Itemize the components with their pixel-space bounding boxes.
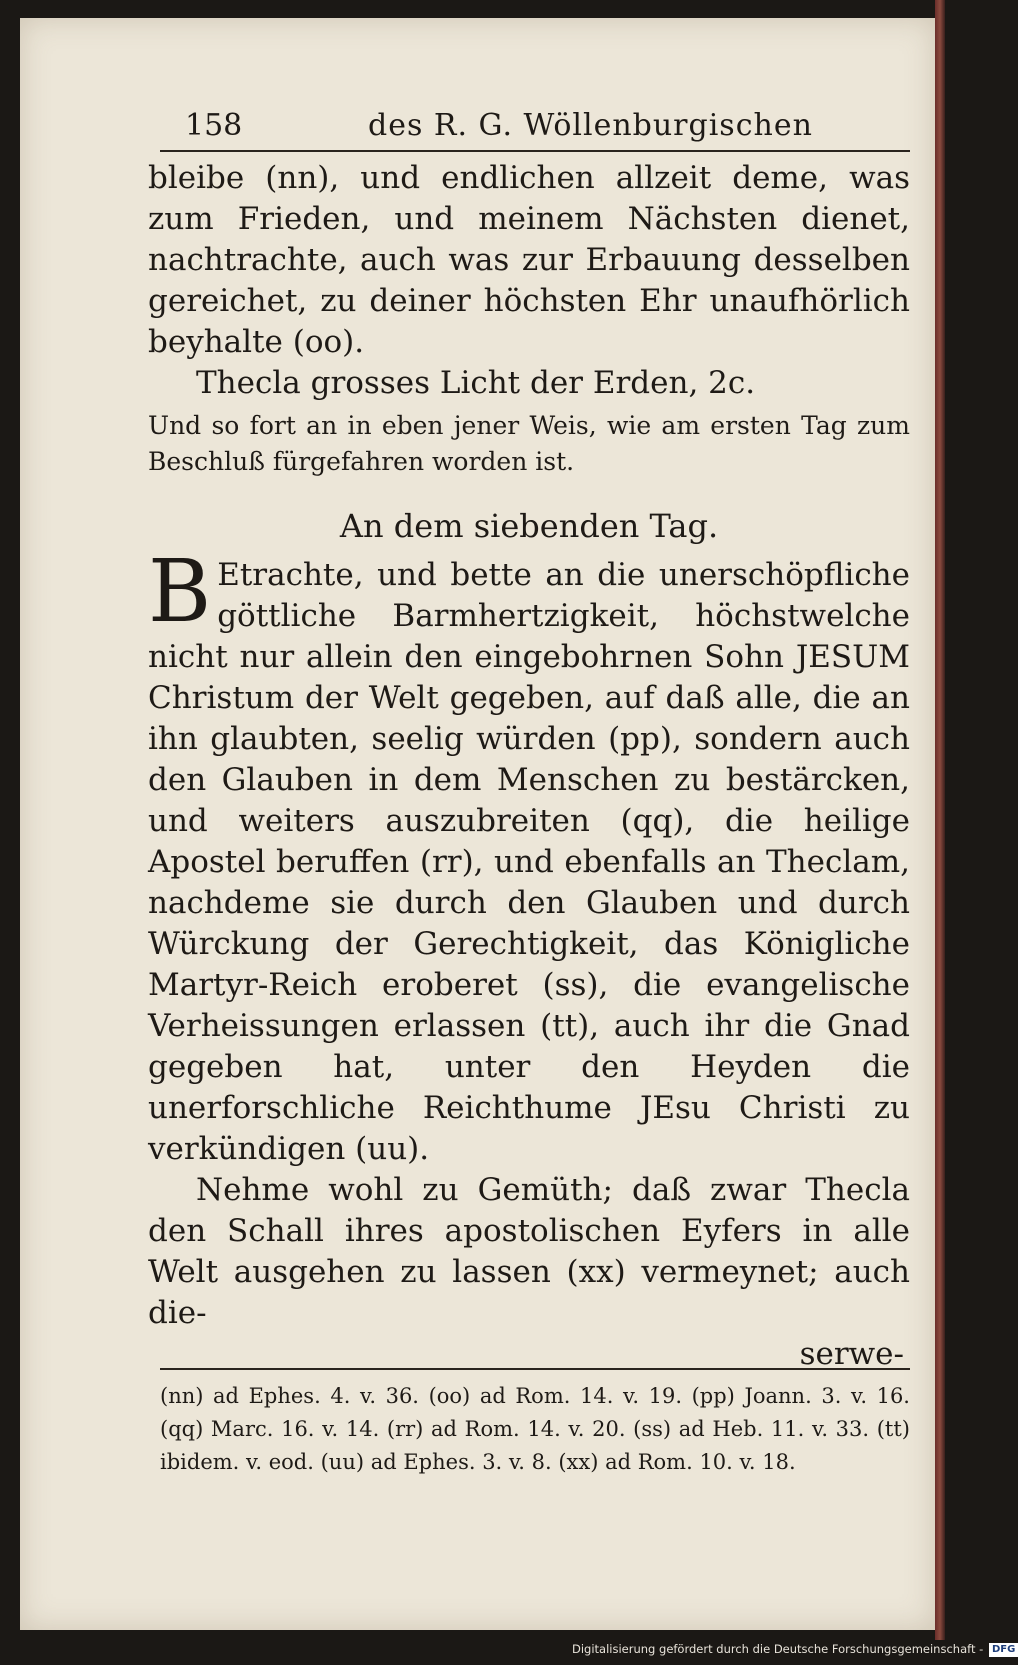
footnotes: (nn) ad Ephes. 4. v. 36. (oo) ad Rom. 14. v. 19. (pp) Joann. 3. v. 16. (qq) Marc. 16. v. 14. (rr) ad Rom. 14. v. 20. (ss) ad Heb. 11. v. 33. (tt) ibidem. v. eod. (uu) ad Ephes. 3. v. 8. (xx) ad Rom. 10. v. 18. <box>160 1384 910 1474</box>
book-page <box>20 18 935 1630</box>
footnote-rule <box>160 1368 910 1370</box>
dfg-logo: DFG <box>989 1643 1018 1657</box>
page-body <box>148 158 910 1375</box>
paragraph-5: Nehme wohl zu Gemüth; daß zwar Thecla den Schall ihres apostolischen Eyfers in alle Welt ausgehen zu lassen (xx) vermeynet; auch die- <box>148 1172 910 1331</box>
header-rule <box>160 150 910 152</box>
section-title: An dem siebenden Tag. <box>339 507 719 545</box>
paragraph-2: Thecla grosses Licht der Erden, 2c. <box>196 365 756 401</box>
paragraph-4-text: Etrachte, und bette an die unerschöpfliche göttliche Barmhertzigkeit, höchstwelche nicht nur allein den eingebohrnen Sohn JESUM Christum der Welt gegeben, auf daß alle, die an ihn glaubten, seelig würden (pp), sondern auch den Glauben in dem Menschen zu bestärcken, und weiters auszubreiten (qq), die heilige Apostel beruffen (rr), und ebenfalls an Theclam, nachdeme sie durch den Glauben und durch Würckung der Gerechtigkeit, das Königliche Martyr-Reich eroberet (ss), die evangelische Verheissungen erlassen (tt), auch ihr die Gnad gegeben hat, unter den Heyden die unerforschliche Reichthume JEsu Christi zu verkündigen (uu). <box>148 557 910 1167</box>
digitization-footer <box>572 1638 1016 1660</box>
drop-cap: B <box>148 542 212 642</box>
paragraph-3: Und so fort an in eben jener Weis, wie am ersten Tag zum Beschluß fürgefahren worden ist. <box>148 411 910 476</box>
paragraph-4 <box>148 542 910 1170</box>
book-edge <box>935 0 945 1640</box>
footer-text: Digitalisierung gefördert durch die Deutsche Forschungsgemeinschaft - <box>572 1642 984 1656</box>
page-number: 158 <box>185 108 243 143</box>
catchword: serwe- <box>799 1336 904 1372</box>
paragraph-1: bleibe (nn), und endlichen allzeit deme, was zum Frieden, und meinem Nächsten dienet, nachtrachte, auch was zur Erbauung desselben gereichet, zu deiner höchsten Ehr unaufhörlich beyhalte (oo). <box>148 160 910 360</box>
page-header <box>130 98 910 142</box>
page-content <box>130 98 910 1474</box>
running-title: des R. G. Wöllenburgischen <box>368 108 813 143</box>
